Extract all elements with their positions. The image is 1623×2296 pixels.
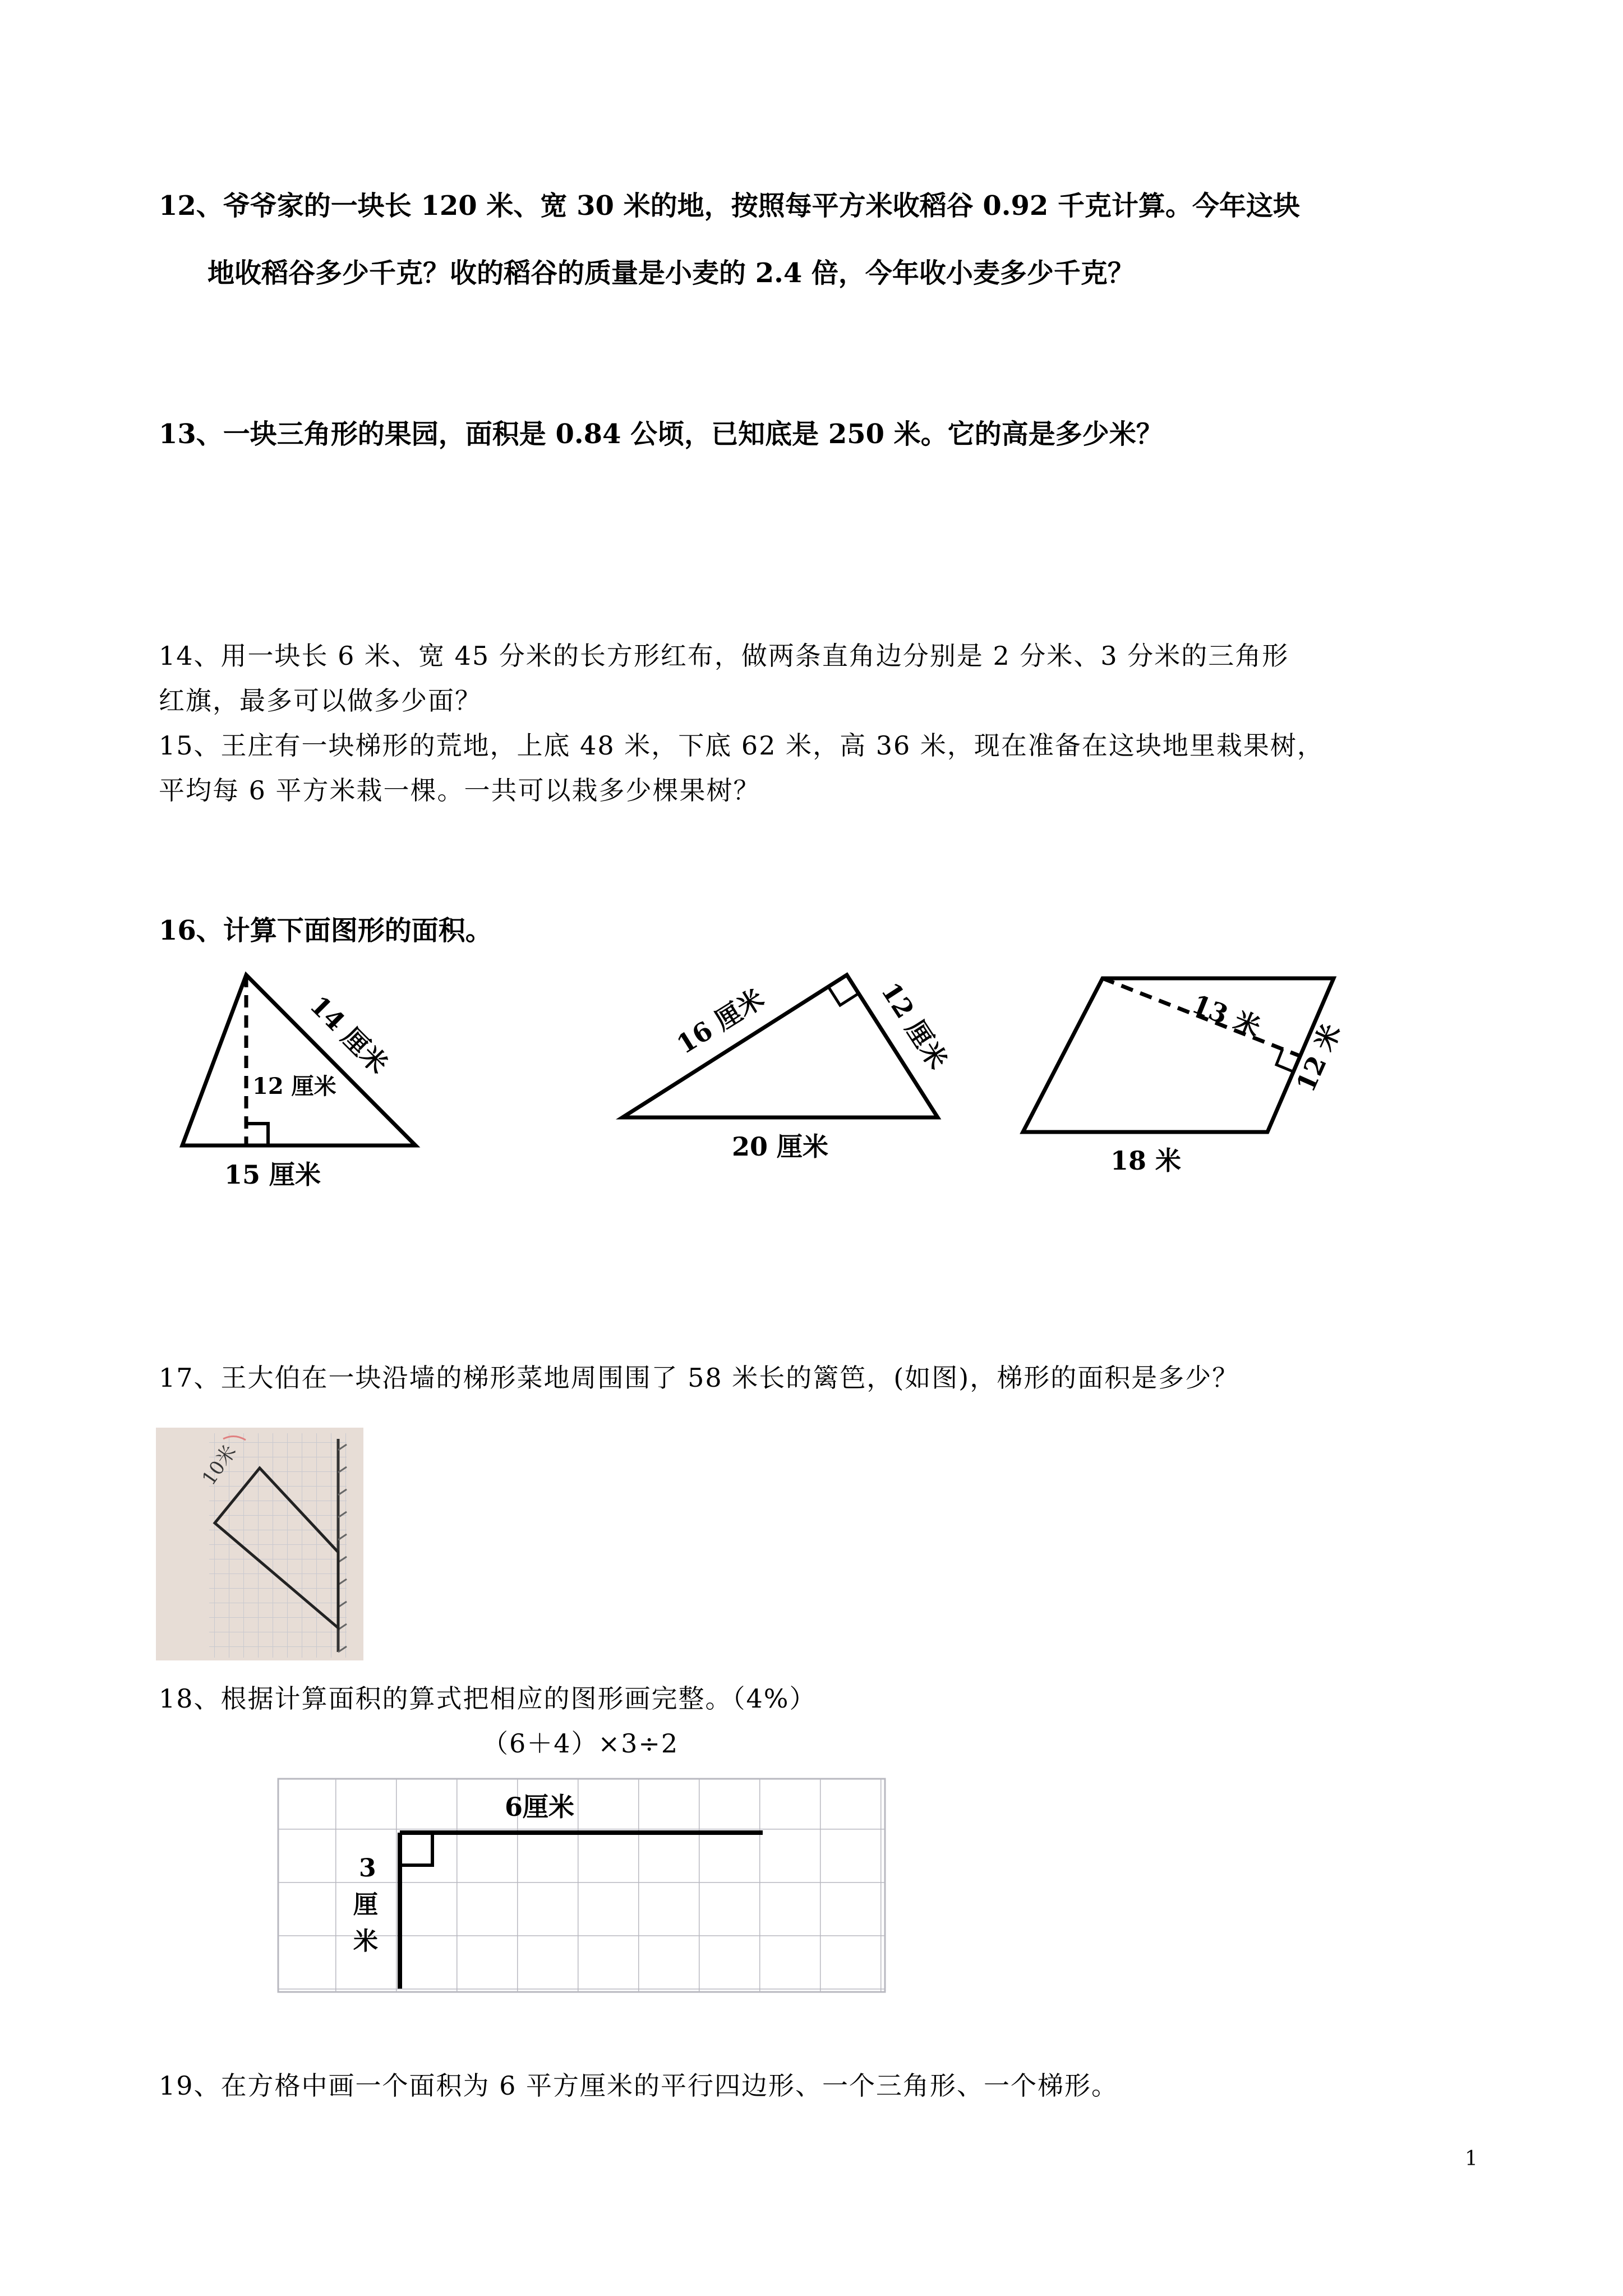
q17-photo — [156, 1428, 363, 1660]
q18-left-label-1: 3 — [359, 1854, 376, 1883]
q17-text: 17、王大伯在一块沿墙的梯形菜地周围围了 58 米长的篱笆，(如图)，梯形的面积是多少？ — [159, 1363, 1239, 1393]
q15-line1: 15、王庄有一块梯形的荒地，上底 48 米，下底 62 米，高 36 米，现在准备在这块地里栽果树， — [159, 730, 1324, 761]
q15-line2: 平均每 6 平方米栽一棵。一共可以栽多少棵果树？ — [159, 775, 760, 806]
fig2-base-label: 20 厘米 — [732, 1131, 829, 1162]
q17-figure-label: 10米 — [197, 1441, 241, 1490]
fig1-side-label: 14 厘米 — [304, 990, 394, 1080]
q14-line2: 红旗，最多可以做多少面？ — [159, 685, 482, 716]
fig3-height-label: 13 米 — [1187, 988, 1265, 1043]
q18-formula: （6＋4）×3÷2 — [482, 1728, 679, 1759]
q18-grid — [275, 1775, 892, 2011]
q12-line2: 地收稻谷多少千克？收的稻谷的质量是小麦的 2.4 倍，今年收小麦多少千克？ — [208, 257, 1135, 289]
fig3-side-label: 12 米 — [1290, 1019, 1347, 1097]
fig2-left-label: 16 厘米 — [671, 983, 769, 1060]
q18-left-label-2: 厘 — [353, 1890, 378, 1919]
fig1-height-label: 12 厘米 — [252, 1073, 336, 1099]
q18-text: 18、根据计算面积的算式把相应的图形画完整。（4%） — [159, 1683, 817, 1714]
q13-text: 13、一块三角形的果园，面积是 0.84 公顷，已知底是 250 米。它的高是多少米？ — [159, 418, 1163, 450]
q16-text: 16、计算下面图形的面积。 — [159, 915, 492, 946]
fig3-base-label: 18 米 — [1110, 1145, 1182, 1176]
q18-top-label: 6厘米 — [505, 1792, 575, 1822]
fig2-right-label: 12 厘米 — [875, 977, 953, 1075]
q16-right-triangle-figure — [606, 954, 965, 1167]
page-number: 1 — [1465, 2147, 1478, 2170]
fig1-base-label: 15 厘米 — [224, 1159, 321, 1190]
q16-triangle-figure — [168, 965, 426, 1200]
q14-line1: 14、用一块长 6 米、宽 45 分米的长方形红布，做两条直角边分别是 2 分米、3 分米的三角形 — [159, 641, 1289, 671]
q18-left-label-3: 米 — [353, 1927, 378, 1955]
q16-parallelogram-figure — [1009, 965, 1368, 1189]
q12-line1: 12、爷爷家的一块长 120 米、宽 30 米的地，按照每平方米收稻谷 0.92 千克计算。今年这块 — [159, 190, 1300, 222]
q19-text: 19、在方格中画一个面积为 6 平方厘米的平行四边形、一个三角形、一个梯形。 — [159, 2070, 1119, 2101]
q17-trapezoid-figure — [156, 1428, 363, 1660]
